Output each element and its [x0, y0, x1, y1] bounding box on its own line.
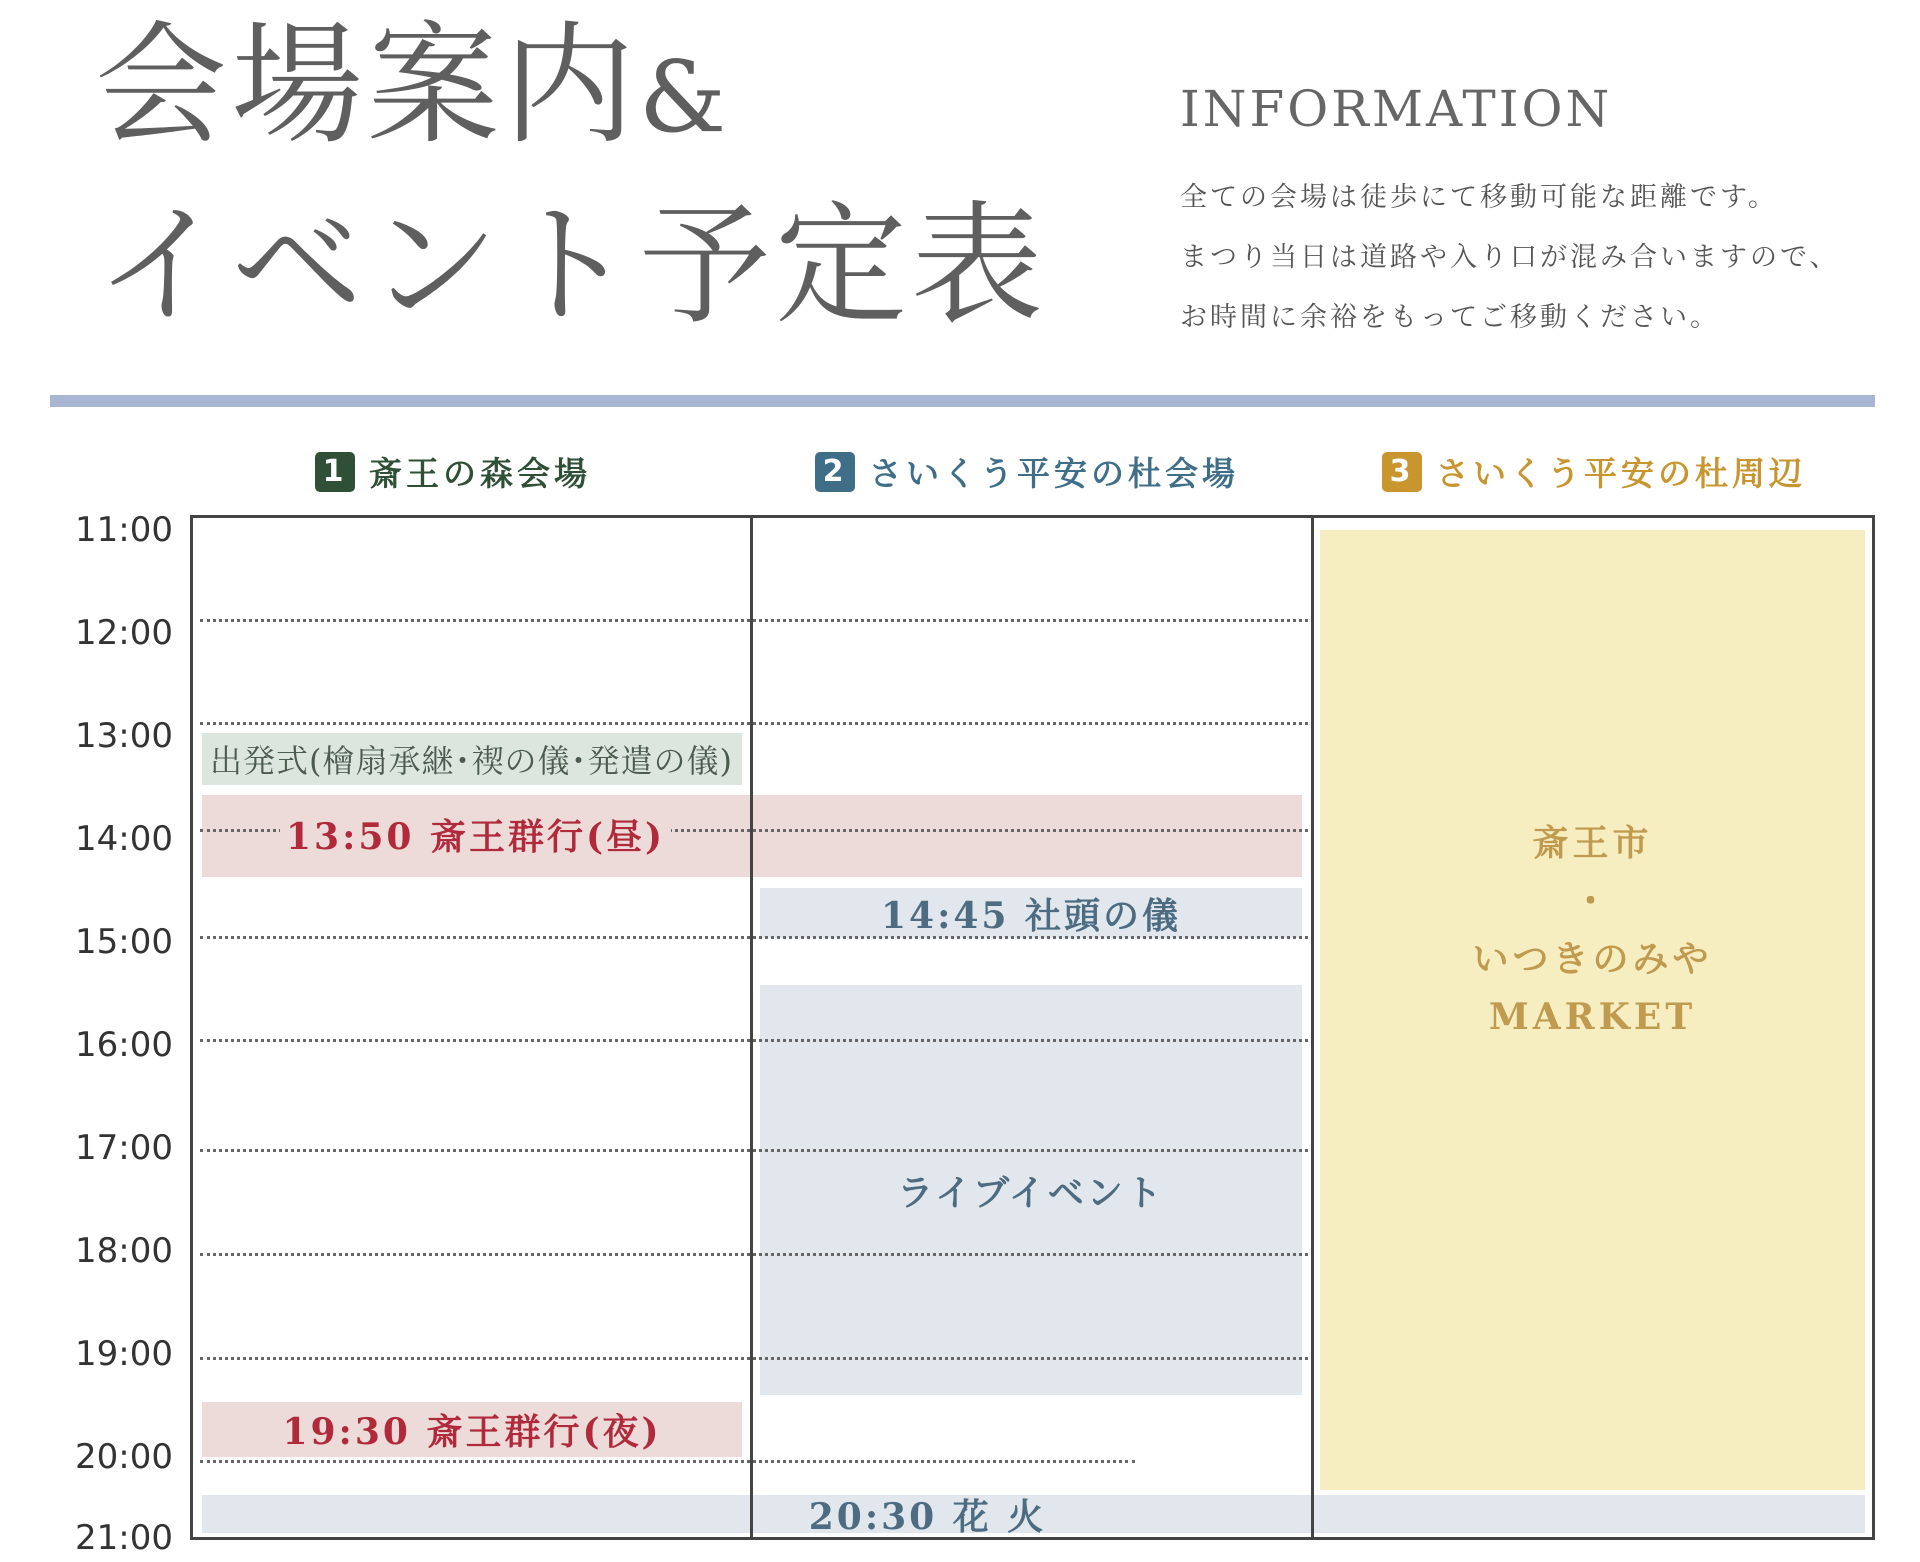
info-line-2: まつり当日は道路や入り口が混み合いますので、 [1180, 242, 1840, 273]
venue-name: 斎王の森会場 [369, 454, 591, 493]
market-line-3: MARKET [1488, 996, 1697, 1038]
event-live-event: ライブイベント [760, 985, 1302, 1395]
market-dot: ・ [1572, 880, 1613, 922]
time-label-1700: 17:00 [75, 1128, 173, 1168]
time-label-1900: 19:00 [75, 1334, 173, 1374]
title-text: 会場案内 [95, 9, 639, 163]
time-label-1400: 14:00 [75, 819, 173, 859]
time-label-2100: 21:00 [75, 1518, 173, 1558]
schedule-grid [190, 515, 1875, 1540]
time-label-1300: 13:00 [75, 716, 173, 756]
event-shrine-ceremony: 14:45 社頭の儀 [760, 888, 1302, 938]
time-label-1500: 15:00 [75, 922, 173, 962]
venue-header-3 [1382, 448, 1806, 495]
info-heading: INFORMATION [1180, 80, 1613, 138]
info-line-3: お時間に余裕をもってご移動ください。 [1180, 302, 1720, 333]
venue-header-1 [315, 448, 591, 495]
event-procession-day-label: 13:50 斎王群行(昼) [280, 815, 671, 859]
info-line-1: 全ての会場は徒歩にて移動可能な距離です。 [1180, 182, 1778, 213]
market-line-2: いつきのみや [1472, 938, 1713, 980]
venue-name: さいくう平安の杜会場 [869, 454, 1239, 493]
venue-header-2 [815, 448, 1239, 495]
time-label-1800: 18:00 [75, 1231, 173, 1271]
venue-number-badge: 1 [315, 452, 355, 492]
time-label-1600: 16:00 [75, 1025, 173, 1065]
title-ampersand: & [639, 41, 727, 155]
header-divider [50, 395, 1875, 407]
event-fireworks-label: 20:30 花 火 [808, 1495, 1047, 1538]
page-title-line2: イベント予定表 [95, 189, 1047, 343]
venue-number-badge: 3 [1382, 452, 1422, 492]
venue-number-badge: 2 [815, 452, 855, 492]
page-title-line1 [95, 9, 727, 163]
time-label-1100: 11:00 [75, 510, 173, 550]
time-label-1200: 12:00 [75, 613, 173, 653]
column-separator-2 [1311, 515, 1314, 1540]
market-line-1: 斎王市 [1532, 822, 1653, 864]
venue-name: さいくう平安の杜周辺 [1436, 454, 1806, 493]
event-departure-ceremony: 出発式(檜扇承継･禊の儀･発遣の儀) [202, 733, 742, 785]
time-label-2000: 20:00 [75, 1437, 173, 1477]
event-procession-night-label: 19:30 斎王群行(夜) [282, 1411, 662, 1453]
column-separator-1 [750, 515, 753, 1540]
